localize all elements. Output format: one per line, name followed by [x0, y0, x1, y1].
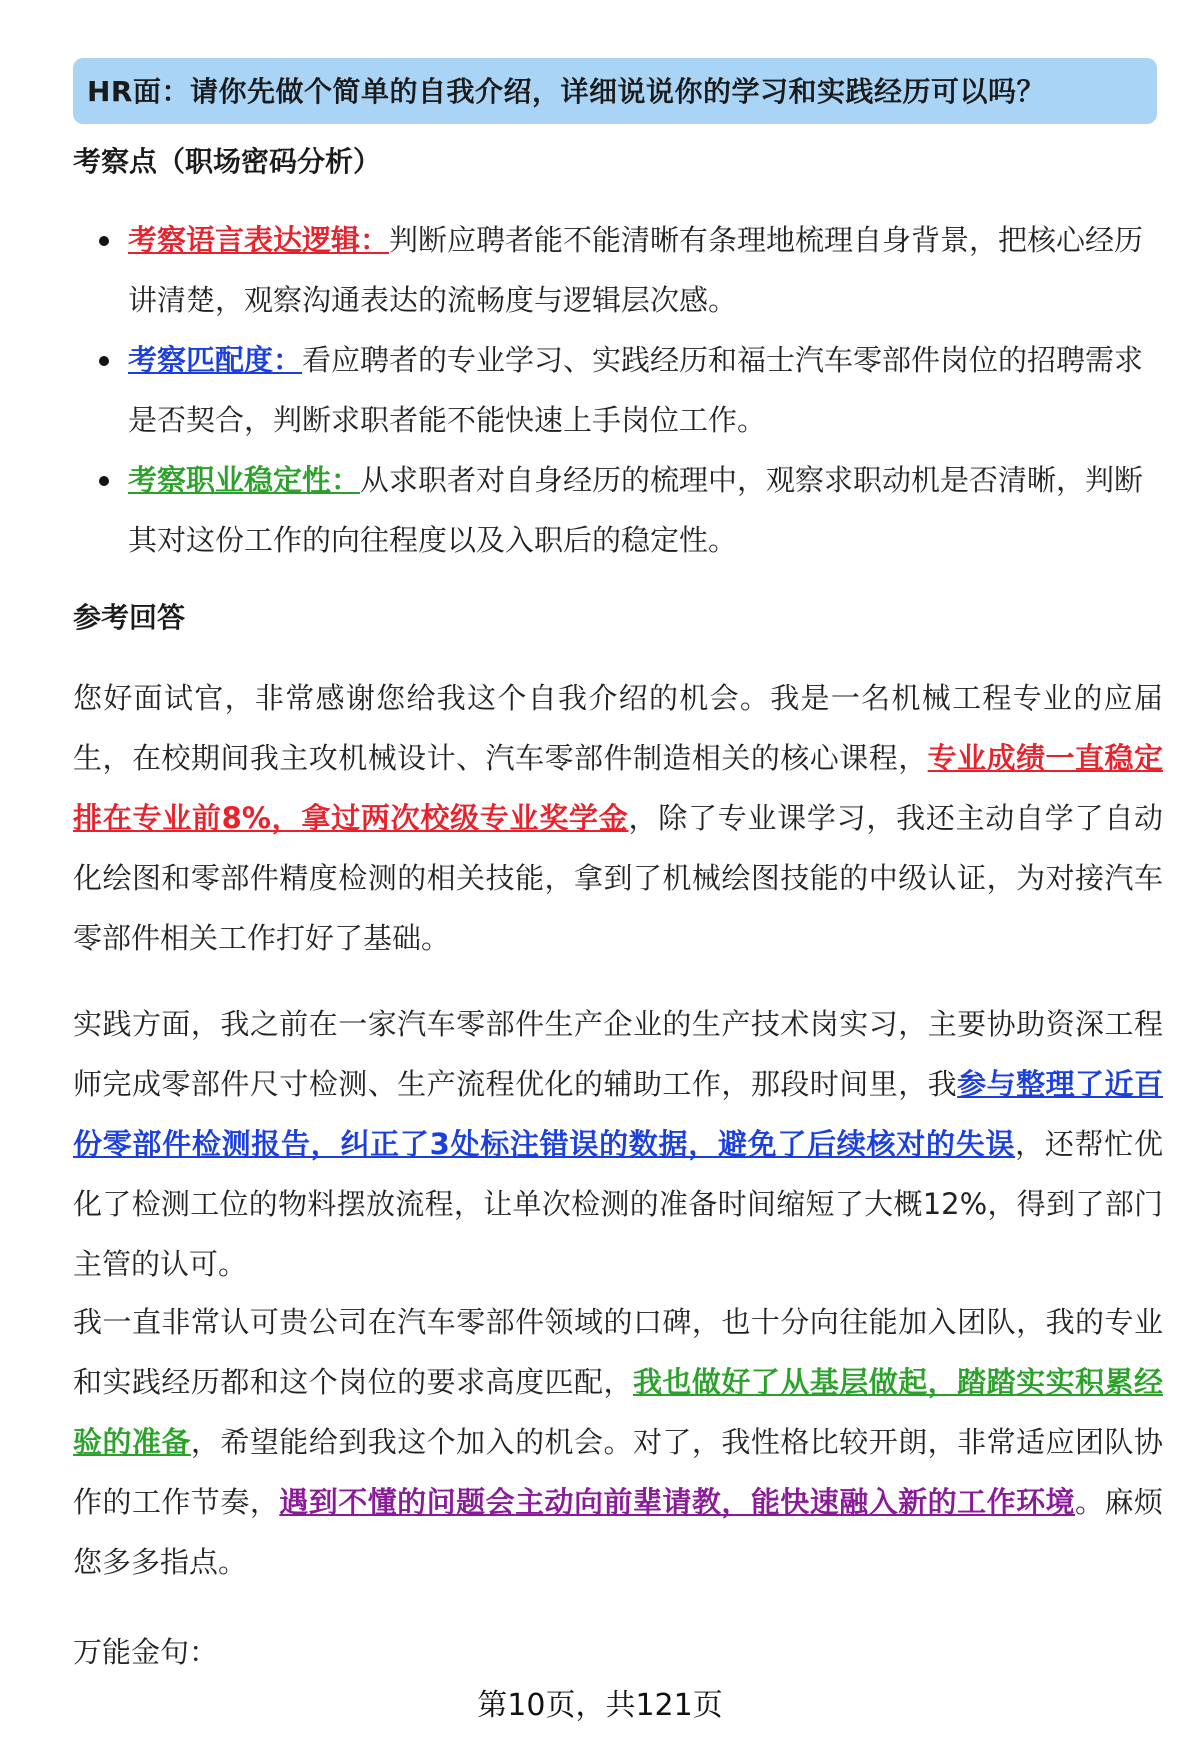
list-item — [73, 330, 1163, 450]
analysis-text: 判断应聘者能不能清晰有条理地梳理自身背景，把核心经历讲清楚，观察沟通表达的流畅度与逻辑层次感。 — [128, 223, 1144, 317]
list-item — [73, 450, 1163, 570]
bullet-icon — [99, 356, 109, 366]
question-banner — [73, 58, 1157, 124]
paragraph-text: 。麻烦您多多指点。 — [73, 1485, 1163, 1579]
bullet-icon — [99, 236, 109, 246]
analysis-label: 考察语言表达逻辑： — [128, 223, 390, 257]
paragraph-text: ，除了专业课学习，我还主动自学了自动化绘图和零部件精度检测的相关技能，拿到了机械绘图技能的中级认证，为对接汽车零部件相关工作打好了基础。 — [73, 801, 1163, 955]
analysis-text: 看应聘者的专业学习、实践经历和福士汽车零部件岗位的招聘需求是否契合，判断求职者能不能快速上手岗位工作。 — [128, 343, 1144, 437]
paragraph-text: 实践方面，我之前在一家汽车零部件生产企业的生产技术岗实习，主要协助资深工程师完成零部件尺寸检测、生产流程优化的辅助工作，那段时间里，我 — [73, 1007, 1163, 1101]
analysis-text: 从求职者对自身经历的梳理中，观察求职动机是否清晰，判断其对这份工作的向往程度以及入职后的稳定性。 — [128, 463, 1144, 557]
highlight-text: 专业成绩一直稳定排在专业前8%，拿过两次校级专业奖学金 — [73, 741, 1163, 835]
answer-heading: 参考回答 — [73, 601, 186, 634]
analysis-list — [73, 210, 1163, 570]
answer-paragraph-1 — [73, 668, 1163, 968]
paragraph-text: 您好面试官，非常感谢您给我这个自我介绍的机会。我是一名机械工程专业的应届生，在校期间我主攻机械设计、汽车零部件制造相关的核心课程， — [73, 681, 1163, 775]
highlight-text: 遇到不懂的问题会主动向前辈请教，能快速融入新的工作环境 — [279, 1485, 1076, 1519]
bullet-icon — [99, 476, 109, 486]
analysis-label: 考察职业稳定性： — [128, 463, 361, 497]
paragraph-text: 我一直非常认可贵公司在汽车零部件领域的口碑，也十分向往能加入团队，我的专业和实践经历都和这个岗位的要求高度匹配， — [73, 1305, 1163, 1399]
paragraph-text: ，希望能给到我这个加入的机会。对了，我性格比较开朗，非常适应团队协作的工作节奏， — [73, 1425, 1163, 1519]
question-text: HR面：请你先做个简单的自我介绍，详细说说你的学习和实践经历可以吗？ — [87, 75, 1045, 108]
answer-paragraph-3 — [73, 1292, 1163, 1592]
analysis-heading: 考察点（职场密码分析） — [73, 145, 382, 178]
closing-label: 万能金句： — [73, 1635, 219, 1669]
page-number: 第10页，共121页 — [477, 1688, 723, 1723]
analysis-label: 考察匹配度： — [128, 343, 303, 377]
paragraph-text: ，还帮忙优化了检测工位的物料摆放流程，让单次检测的准备时间缩短了大概12%，得到了部门主管的认可。 — [73, 1127, 1163, 1281]
list-item — [73, 210, 1163, 330]
answer-paragraph-2 — [73, 994, 1163, 1294]
highlight-text: 参与整理了近百份零部件检测报告，纠正了3处标注错误的数据，避免了后续核对的失误 — [73, 1067, 1163, 1161]
highlight-text: 我也做好了从基层做起，踏踏实实积累经验的准备 — [73, 1365, 1163, 1459]
